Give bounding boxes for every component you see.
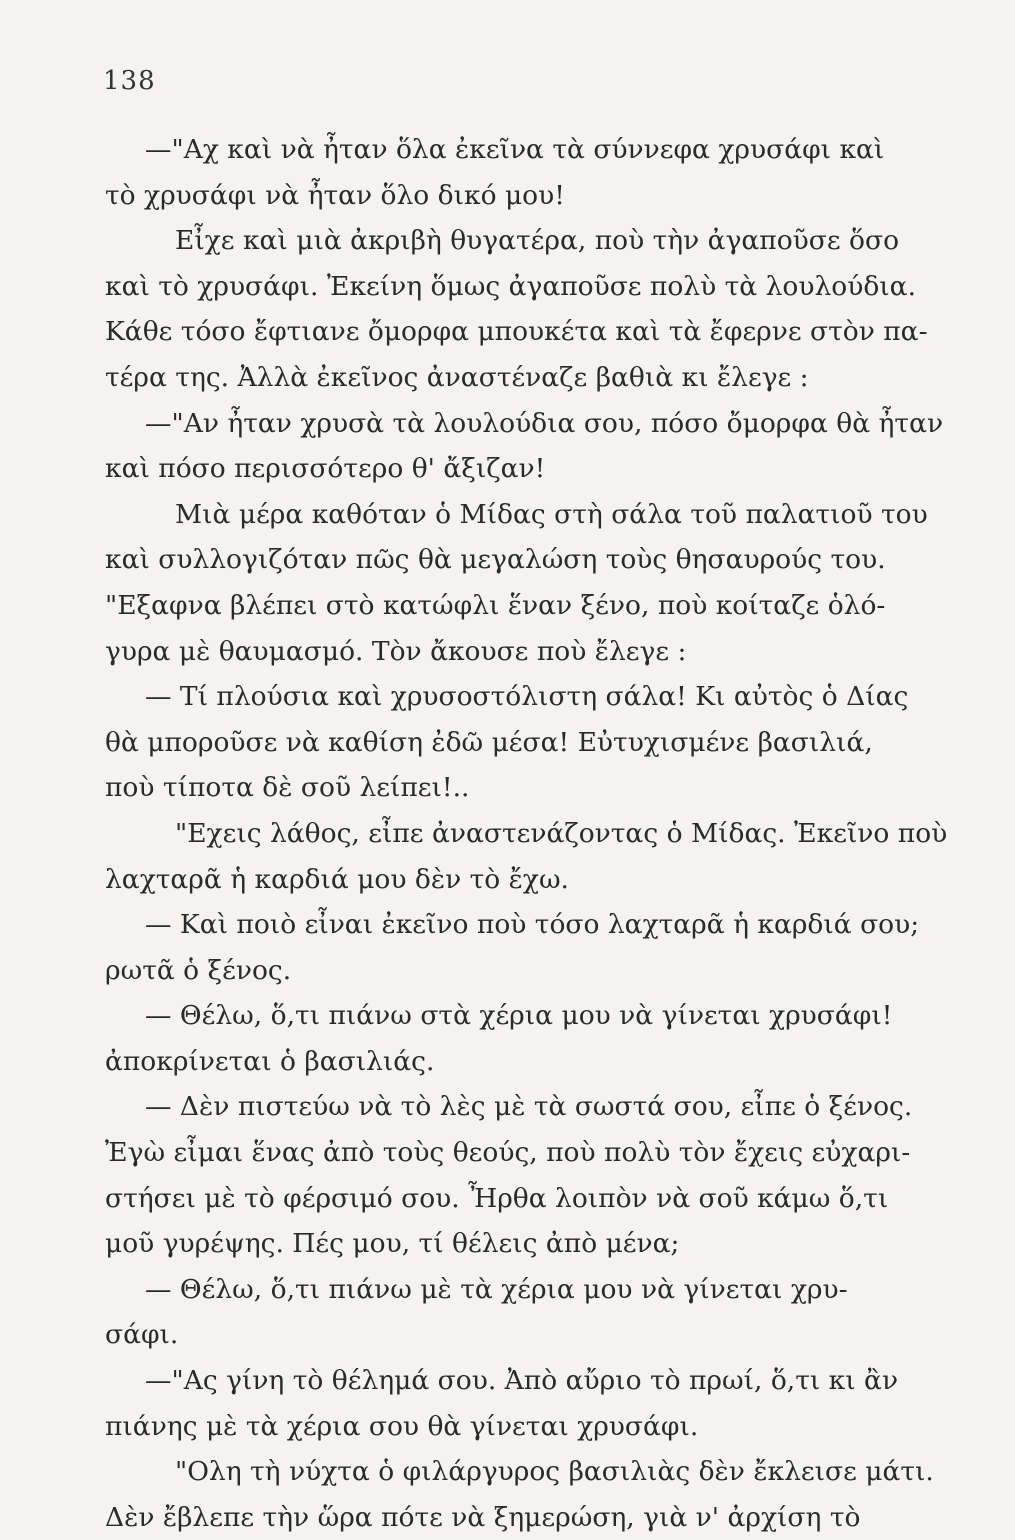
text-line-content: — Καὶ ποιὸ εἶναι ἐκεῖνο ποὺ τόσο λαχταρᾶ ἡ καρδιά σου; (145, 909, 920, 941)
text-line (105, 1039, 965, 1085)
text-line (105, 1084, 965, 1130)
text-line (105, 1449, 965, 1495)
text-line-content: καὶ συλλογιζόταν πῶς θὰ μεγαλώση τοὺς θησαυρούς του. (105, 544, 886, 576)
text-line-content: ποὺ τίποτα δὲ σοῦ λείπει!.. (105, 772, 470, 804)
text-line (105, 218, 965, 264)
text-line (105, 1267, 965, 1313)
text-line-content: —"Ας γίνη τὸ θέλημά σου. Ἀπὸ αὔριο τὸ πρωί, ὅ,τι κι ἂν (145, 1365, 899, 1397)
text-line-content: τὸ χρυσάφι νὰ ἦταν ὅλο δικό μου! (105, 179, 565, 211)
text-line-content: —"Αχ καὶ νὰ ἦταν ὅλα ἐκεῖνα τὰ σύννεφα χρυσάφι καὶ (145, 134, 885, 165)
text-line-content: Κάθε τόσο ἔφτιανε ὄμορφα μπουκέτα καὶ τὰ ἔφερνε στὸν πα- (105, 316, 928, 348)
text-line (105, 309, 965, 355)
text-line (105, 446, 965, 492)
text-line-content: "Ολη τὴ νύχτα ὁ φιλάργυρος βασιλιὰς δὲν ἔκλεισε μάτι. (175, 1456, 934, 1488)
text-line-content: μοῦ γυρέψης. Πές μου, τί θέλεις ἀπὸ μένα; (105, 1228, 680, 1260)
text-line (105, 264, 965, 310)
text-line (105, 1130, 965, 1176)
text-line (105, 173, 965, 219)
text-line (105, 902, 965, 948)
text-line-content: Δὲν ἔβλεπε τὴν ὥρα πότε νὰ ξημερώση, γιὰ ν' ἀρχίση τὸ (105, 1501, 861, 1533)
text-line (105, 1312, 965, 1358)
text-line (105, 720, 965, 766)
text-line (105, 1495, 965, 1540)
text-line (105, 857, 965, 903)
text-line-content: θὰ μποροῦσε νὰ καθίση ἐδῶ μέσα! Εὐτυχισμένε βασιλιά, (105, 726, 873, 758)
text-line-content: λαχταρᾶ ἡ καρδιά μου δὲν τὸ ἔχω. (105, 863, 569, 895)
text-line-content: — Θέλω, ὅ,τι πιάνω στὰ χέρια μου νὰ γίνεται χρυσάφι! (145, 1000, 893, 1032)
text-line-content: καὶ πόσο περισσότερο θ' ἄξιζαν! (105, 453, 546, 485)
text-line (105, 1358, 965, 1404)
text-line-content: στήσει μὲ τὸ φέρσιμό σου. Ἦρθα λοιπὸν νὰ σοῦ κάμω ὅ,τι (105, 1182, 889, 1214)
text-line (105, 948, 965, 994)
text-line (105, 492, 965, 538)
text-line-content: —"Αν ἦταν χρυσὰ τὰ λουλούδια σου, πόσο ὄμορφα θὰ ἦταν (145, 407, 944, 439)
text-line-content: γυρα μὲ θαυμασμό. Τὸν ἄκουσε ποὺ ἔλεγε : (105, 635, 687, 667)
text-line (105, 765, 965, 811)
text-line (105, 1221, 965, 1267)
text-line (105, 355, 965, 401)
text-line-content: ρωτᾶ ὁ ξένος. (105, 954, 292, 986)
text-line (105, 127, 965, 173)
text-line (105, 1176, 965, 1222)
text-line-content: Ἐγὼ εἶμαι ἕνας ἀπὸ τοὺς θεούς, ποὺ πολὺ τὸν ἔχεις εὐχαρι- (105, 1137, 911, 1169)
text-line-content: — Τί πλούσια καὶ χρυσοστόλιστη σάλα! Κι αὐτὸς ὁ Δίας (145, 681, 909, 713)
text-line (105, 629, 965, 675)
text-line (105, 1404, 965, 1450)
text-line-content: "Εξαφνα βλέπει στὸ κατώφλι ἕναν ξένο, ποὺ κοίταζε ὁλό- (105, 589, 886, 621)
text-line-content: σάφι. (105, 1319, 179, 1351)
text-line (105, 674, 965, 720)
text-line-content: — Θέλω, ὅ,τι πιάνω μὲ τὰ χέρια μου νὰ γίνεται χρυ- (145, 1273, 848, 1305)
text-line (105, 993, 965, 1039)
body-text (105, 127, 965, 1540)
text-line (105, 401, 965, 447)
text-line-content: Εἶχε καὶ μιὰ ἀκριβὴ θυγατέρα, ποὺ τὴν ἀγαποῦσε ὅσο (175, 225, 900, 257)
text-line-content: τέρα της. Ἀλλὰ ἐκεῖνος ἀναστέναζε βαθιὰ κι ἔλεγε : (105, 361, 809, 393)
text-line-content: ἀποκρίνεται ὁ βασιλιάς. (105, 1045, 435, 1077)
text-line-content: — Δὲν πιστεύω νὰ τὸ λὲς μὲ τὰ σωστά σου, εἶπε ὁ ξένος. (145, 1091, 913, 1123)
text-line (105, 583, 965, 629)
text-line-content: Μιὰ μέρα καθόταν ὁ Μίδας στὴ σάλα τοῦ παλατιοῦ του (175, 498, 928, 530)
text-line (105, 537, 965, 583)
text-line-content: πιάνης μὲ τὰ χέρια σου θὰ γίνεται χρυσάφι. (105, 1410, 699, 1442)
page-number: 138 (103, 66, 156, 96)
text-line (105, 811, 965, 857)
text-line-content: "Εχεις λάθος, εἶπε ἀναστενάζοντας ὁ Μίδας. Ἐκεῖνο ποὺ (175, 817, 948, 849)
text-line-content: καὶ τὸ χρυσάφι. Ἐκείνη ὅμως ἀγαποῦσε πολὺ τὰ λουλούδια. (105, 270, 916, 302)
